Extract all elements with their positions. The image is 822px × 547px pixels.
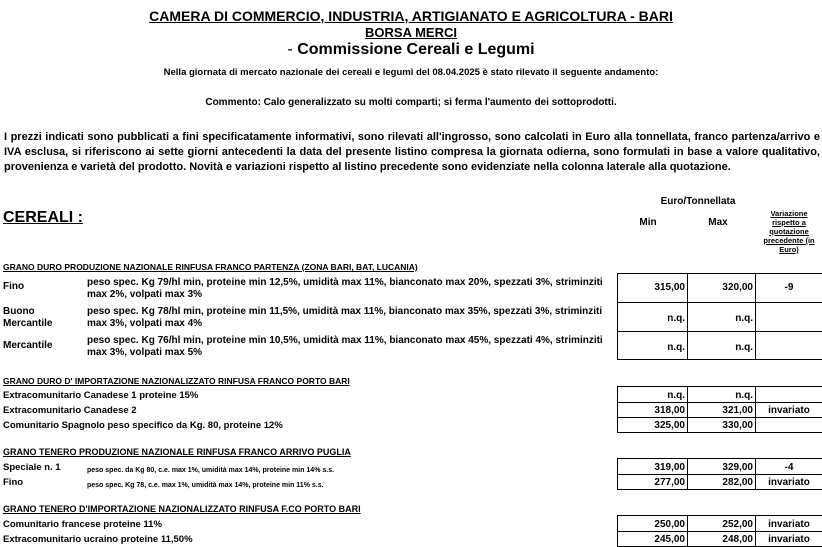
column-divider xyxy=(687,458,688,490)
price-min: 319,00 xyxy=(654,462,685,473)
row-description: peso spec. Kg 79/hl min, proteine min 12,5%, umidità max 11%, bianconato max 20%, spezzati 3%, striminziti max 2%, volpati max 3% xyxy=(87,277,603,300)
title-dash: - xyxy=(287,41,293,58)
row-divider xyxy=(617,432,822,433)
row-label: Fino xyxy=(3,281,25,292)
min-column-header: Min xyxy=(639,217,657,228)
row-divider xyxy=(617,489,822,490)
price-max: 329,00 xyxy=(722,462,753,473)
euro-per-ton-header: Euro/Tonnellata xyxy=(660,196,736,207)
column-divider xyxy=(617,458,618,490)
row-divider xyxy=(617,458,822,459)
section-title-cereali: CEREALI : xyxy=(3,209,83,226)
price-max: 320,00 xyxy=(722,282,753,293)
intro-paragraph: I prezzi indicati sono pubblicati a fini specificatamente informativi, sono rilevati all'ingrosso, sono calcolati in Euro alla tonnellata, franco partenza/arrivo e IVA esclusa, si riferiscono ai sette giorni antecedenti la data del presente listino compresa la giornata odierna, sono formulati in base a valore qualitativo, provenienza e varietà del prodotto. Novità e variazioni rispetto al listino precedente sono evidenziate nella colonna laterale alla quotazione. xyxy=(4,131,820,173)
row-label: Extracomunitario ucraino proteine 11,50% xyxy=(3,534,193,545)
column-divider xyxy=(617,273,618,360)
row-label: Fino xyxy=(3,477,24,488)
column-divider xyxy=(617,515,618,547)
price-variation: -9 xyxy=(784,282,794,293)
column-divider xyxy=(687,273,688,360)
variation-column-header: Variazione rispetto a quotazione precedente (in Euro) xyxy=(763,209,815,254)
price-max: n.q. xyxy=(735,313,753,324)
price-min: 250,00 xyxy=(654,519,685,530)
commission-name: Commissione Cereali e Legumi xyxy=(297,41,535,58)
row-divider xyxy=(617,417,822,418)
market-date-subtitle: Nella giornata di mercato nazionale dei cereali e legumi del 08.04.2025 è stato rilevato il seguente andamento: xyxy=(163,67,659,78)
price-min: 318,00 xyxy=(654,405,685,416)
row-description: peso spec. Kg 78/hl min, proteine min 11,5%, umidità max 11%, bianconato max 35%, spezzati 3%, striminziti max 3%, volpati max 4% xyxy=(87,306,603,329)
price-max: 321,00 xyxy=(722,405,753,416)
row-divider xyxy=(617,531,822,532)
row-divider xyxy=(617,273,822,274)
price-max: 330,00 xyxy=(722,420,753,431)
price-variation: invariato xyxy=(768,477,810,488)
price-min: 245,00 xyxy=(654,534,685,545)
column-divider xyxy=(755,515,756,547)
row-divider xyxy=(617,402,822,403)
chamber-title: CAMERA DI COMMERCIO, INDUSTRIA, ARTIGIANATO E AGRICOLTURA - BARI xyxy=(149,8,673,24)
price-min: 325,00 xyxy=(654,420,685,431)
row-label: Speciale n. 1 xyxy=(3,462,61,473)
row-description: peso spec. da Kg 80, c.e. max 1%, umidità max 14%, proteine min 14% s.s. xyxy=(87,467,335,474)
row-divider xyxy=(617,331,822,332)
borsa-merci-title: BORSA MERCI xyxy=(365,25,457,40)
price-min: n.q. xyxy=(667,342,685,353)
row-description: peso spec. Kg 78, c.e. max 1%, umidità max 14%, proteine min 11% s.s. xyxy=(87,482,324,489)
price-min: n.q. xyxy=(667,313,685,324)
column-divider xyxy=(755,273,756,360)
price-min: 277,00 xyxy=(654,477,685,488)
row-label: Buono Mercantile xyxy=(3,306,53,329)
section-heading-durum-import: GRANO DURO D' IMPORTAZIONE NAZIONALIZZATO RINFUSA FRANCO PORTO BARI xyxy=(3,376,350,386)
price-max: n.q. xyxy=(735,342,753,353)
column-divider xyxy=(687,386,688,433)
row-divider xyxy=(617,359,822,360)
column-divider xyxy=(617,386,618,433)
row-divider xyxy=(617,515,822,516)
column-divider xyxy=(755,458,756,490)
row-label: Mercantile xyxy=(3,340,53,351)
column-divider xyxy=(687,515,688,547)
price-variation: invariato xyxy=(768,405,810,416)
commission-title xyxy=(0,41,822,59)
column-divider xyxy=(755,386,756,433)
row-divider xyxy=(617,302,822,303)
row-label: Comunitario francese proteine 11% xyxy=(3,519,162,530)
price-variation: invariato xyxy=(768,534,810,545)
row-label: Extracomunitario Canadese 1 proteine 15% xyxy=(3,390,199,401)
row-divider xyxy=(617,386,822,387)
row-label: Comunitario Spagnolo peso specifico da Kg. 80, proteine 12% xyxy=(3,420,283,431)
price-max: n.q. xyxy=(735,390,753,401)
section-heading-soft-wheat-import: GRANO TENERO D'IMPORTAZIONE NAZIONALIZZATO RINFUSA F.CO PORTO BARI xyxy=(3,504,361,514)
section-heading-soft-wheat-national: GRANO TENERO PRODUZIONE NAZIONALE RINFUSA FRANCO ARRIVO PUGLIA xyxy=(3,447,351,457)
market-comment: Commento: Calo generalizzato su molti comparti; si ferma l'aumento dei sottoprodotti. xyxy=(205,97,617,108)
price-max: 282,00 xyxy=(722,477,753,488)
price-max: 252,00 xyxy=(722,519,753,530)
price-min: 315,00 xyxy=(654,282,685,293)
price-max: 248,00 xyxy=(722,534,753,545)
row-label: Extracomunitario Canadese 2 xyxy=(3,405,137,416)
max-column-header: Max xyxy=(708,217,728,228)
row-description: peso spec. Kg 76/hl min, proteine min 10,5%, umidità max 11%, bianconato max 45%, spezzati 4%, striminziti max 3%, volpati max 5% xyxy=(87,335,603,358)
price-variation: -4 xyxy=(784,462,794,473)
section-heading-durum-national: GRANO DURO PRODUZIONE NAZIONALE RINFUSA FRANCO PARTENZA (ZONA BARI, BAT, LUCANIA) xyxy=(3,262,418,272)
price-min: n.q. xyxy=(667,390,685,401)
row-divider xyxy=(617,474,822,475)
price-variation: invariato xyxy=(768,519,810,530)
